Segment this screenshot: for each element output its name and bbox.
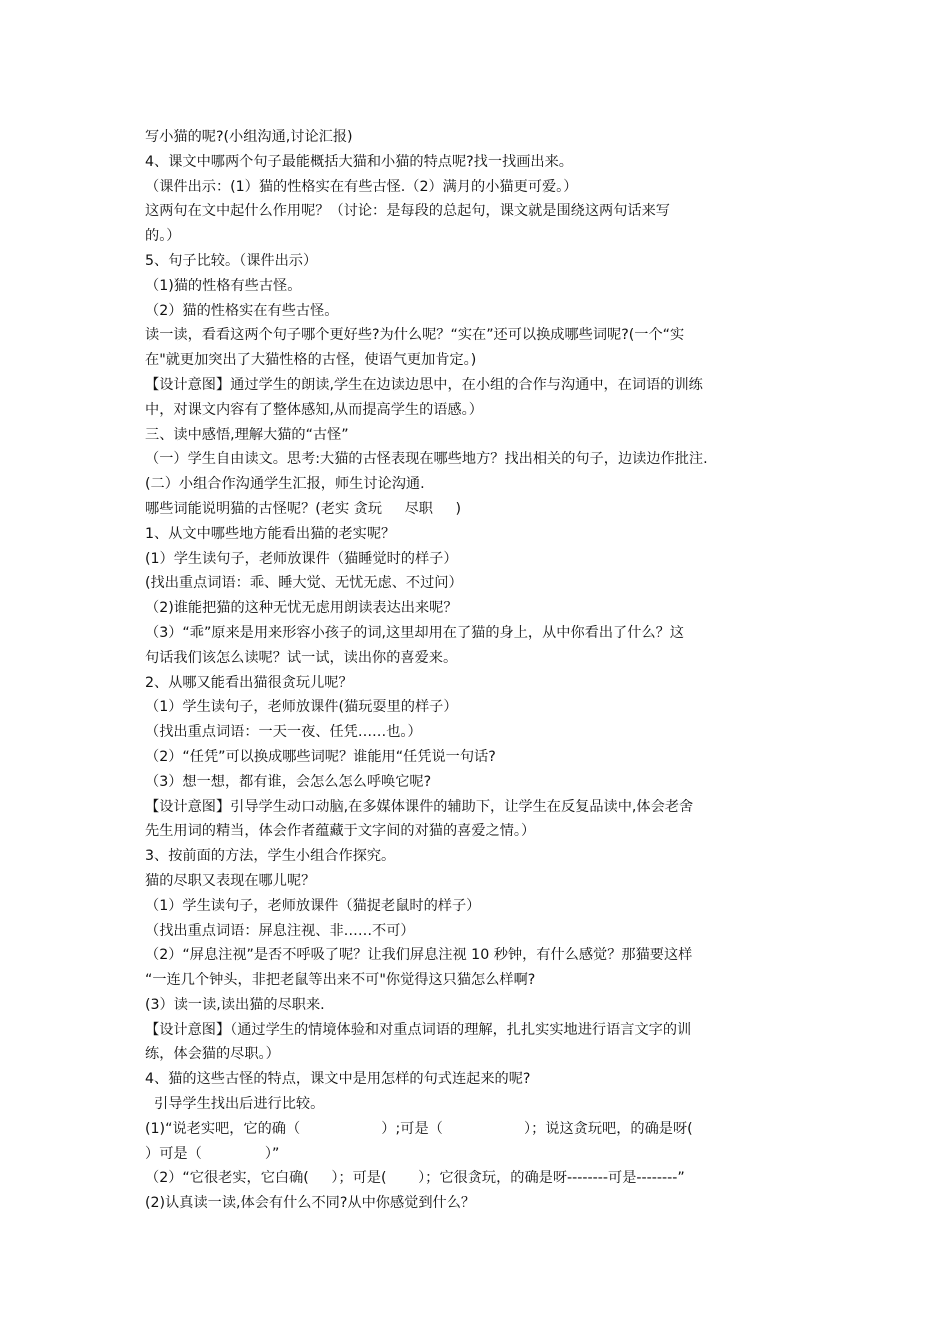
text-line: (二）小组合作沟通学生汇报，师生讨论沟通. [145,476,425,493]
text-line: 哪些词能说明猫的古怪呢？(老实 贪玩 尽职 ) [145,500,462,517]
text-line: 在"就更加突出了大猫性格的古怪，使语气更加肯定。) [145,352,477,369]
text-line: ）可是（ ）” [145,1145,280,1162]
text-line: 1、从文中哪些地方能看出猫的老实呢？ [145,525,396,542]
text-line: 写小猫的呢?(小组沟通,讨论汇报) [145,129,353,145]
text-line: 【设计意图】引导学生动口动脑,在多媒体课件的辅助下，让学生在反复品读中,体会老舍 [145,798,694,815]
text-line: 【设计意图】通过学生的朗读,学生在边读边思中，在小组的合作与沟通中，在词语的训练 [145,376,703,393]
text-line: （3）想一想，都有谁，会怎么怎么呼唤它呢? [145,773,432,790]
text-line: 句话我们该怎么读呢？试一试，读出你的喜爱来。 [145,649,458,666]
text-line: 练，体会猫的尽职。） [145,1046,280,1063]
text-line: (2)认真读一读,体会有什么不同?从中你感觉到什么？ [145,1195,476,1212]
text-line: 这两句在文中起什么作用呢？（讨论：是每段的总起句，课文就是围绕这两句话来写 [145,203,670,220]
text-line: 4、课文中哪两个句子最能概括大猫和小猫的特点呢?找一找画出来。 [145,153,573,170]
document-body [145,125,825,1216]
text-line: （2）“屏息注视”是否不呼吸了呢？让我们屏息注视 10 秒钟，有什么感觉？那猫要这样 [145,947,693,964]
text-line: 中，对课文内容有了整体感知,从而提高学生的语感。） [145,401,483,418]
text-line: （1)猫的性格有些古怪。 [145,277,302,294]
text-line: 读一读，看看这两个句子哪个更好些?为什么呢？“实在”还可以换成哪些词呢?(一个“实 [145,327,685,344]
text-line: (找出重点词语：乖、睡大觉、无忧无虑、不过问） [145,575,463,592]
text-line: 3、按前面的方法，学生小组合作探究。 [145,848,396,865]
text-line: 引导学生找出后进行比较。 [145,1096,325,1113]
text-line: “一连几个钟头，非把老鼠等出来不可"你觉得这只猫怎么样啊? [145,972,536,989]
text-line: 5、句子比较。（课件出示） [145,252,318,269]
text-line: 先生用词的精当，体会作者蕴藏于文字间的对猫的喜爱之情。） [145,823,536,840]
text-line: （1）学生读句子，老师放课件(猫玩耍里的样子） [145,699,458,716]
text-line: （一）学生自由读文。思考:大猫的古怪表现在哪些地方？找出相关的句子，边读边作批注. [145,451,708,468]
text-line: (1）学生读句子，老师放课件（猫睡觉时的样子） [145,550,458,567]
text-line: （找出重点词语：屏息注视、非……不可） [145,922,415,939]
text-line: 的。） [145,228,181,245]
text-line: 4、猫的这些古怪的特点，课文中是用怎样的句式连起来的呢? [145,1071,531,1088]
section-heading: 三、读中感悟,理解大猫的“古怪” [145,426,349,443]
text-line: （课件出示：(1）猫的性格实在有些古怪.（2）满月的小猫更可爱。） [145,178,578,195]
text-line: （找出重点词语：一天一夜、任凭……也。） [145,724,422,741]
text-line: （2)谁能把猫的这种无忧无虑用朗读表达出来呢？ [145,600,458,617]
text-line: （2）“它很老实，它白确( ）；可是( ）；它很贪玩，的确是呀--------可是--------” [145,1170,685,1187]
text-line: （2）“任凭”可以换成哪些词呢？谁能用“任凭说一句话? [145,748,496,765]
text-line: (1)“说老实吧，它的确（ ）;可是（ ）；说这贪玩吧，的确是呀( [145,1120,693,1137]
text-line: （2）猫的性格实在有些古怪。 [145,302,339,319]
text-line: （1）学生读句子，老师放课件（猫捉老鼠时的样子） [145,897,481,914]
text-line: 2、从哪又能看出猫很贪玩儿呢？ [145,674,353,691]
text-line: 猫的尽职又表现在哪儿呢？ [145,872,316,889]
text-line: （3）“乖”原来是用来形容小孩子的词,这里却用在了猫的身上，从中你看出了什么？这 [145,624,684,641]
text-line: (3）读一读,读出猫的尽职来. [145,996,325,1013]
text-line: 【设计意图】（通过学生的情境体验和对重点词语的理解，扎扎实实地进行语言文字的训 [145,1021,692,1038]
